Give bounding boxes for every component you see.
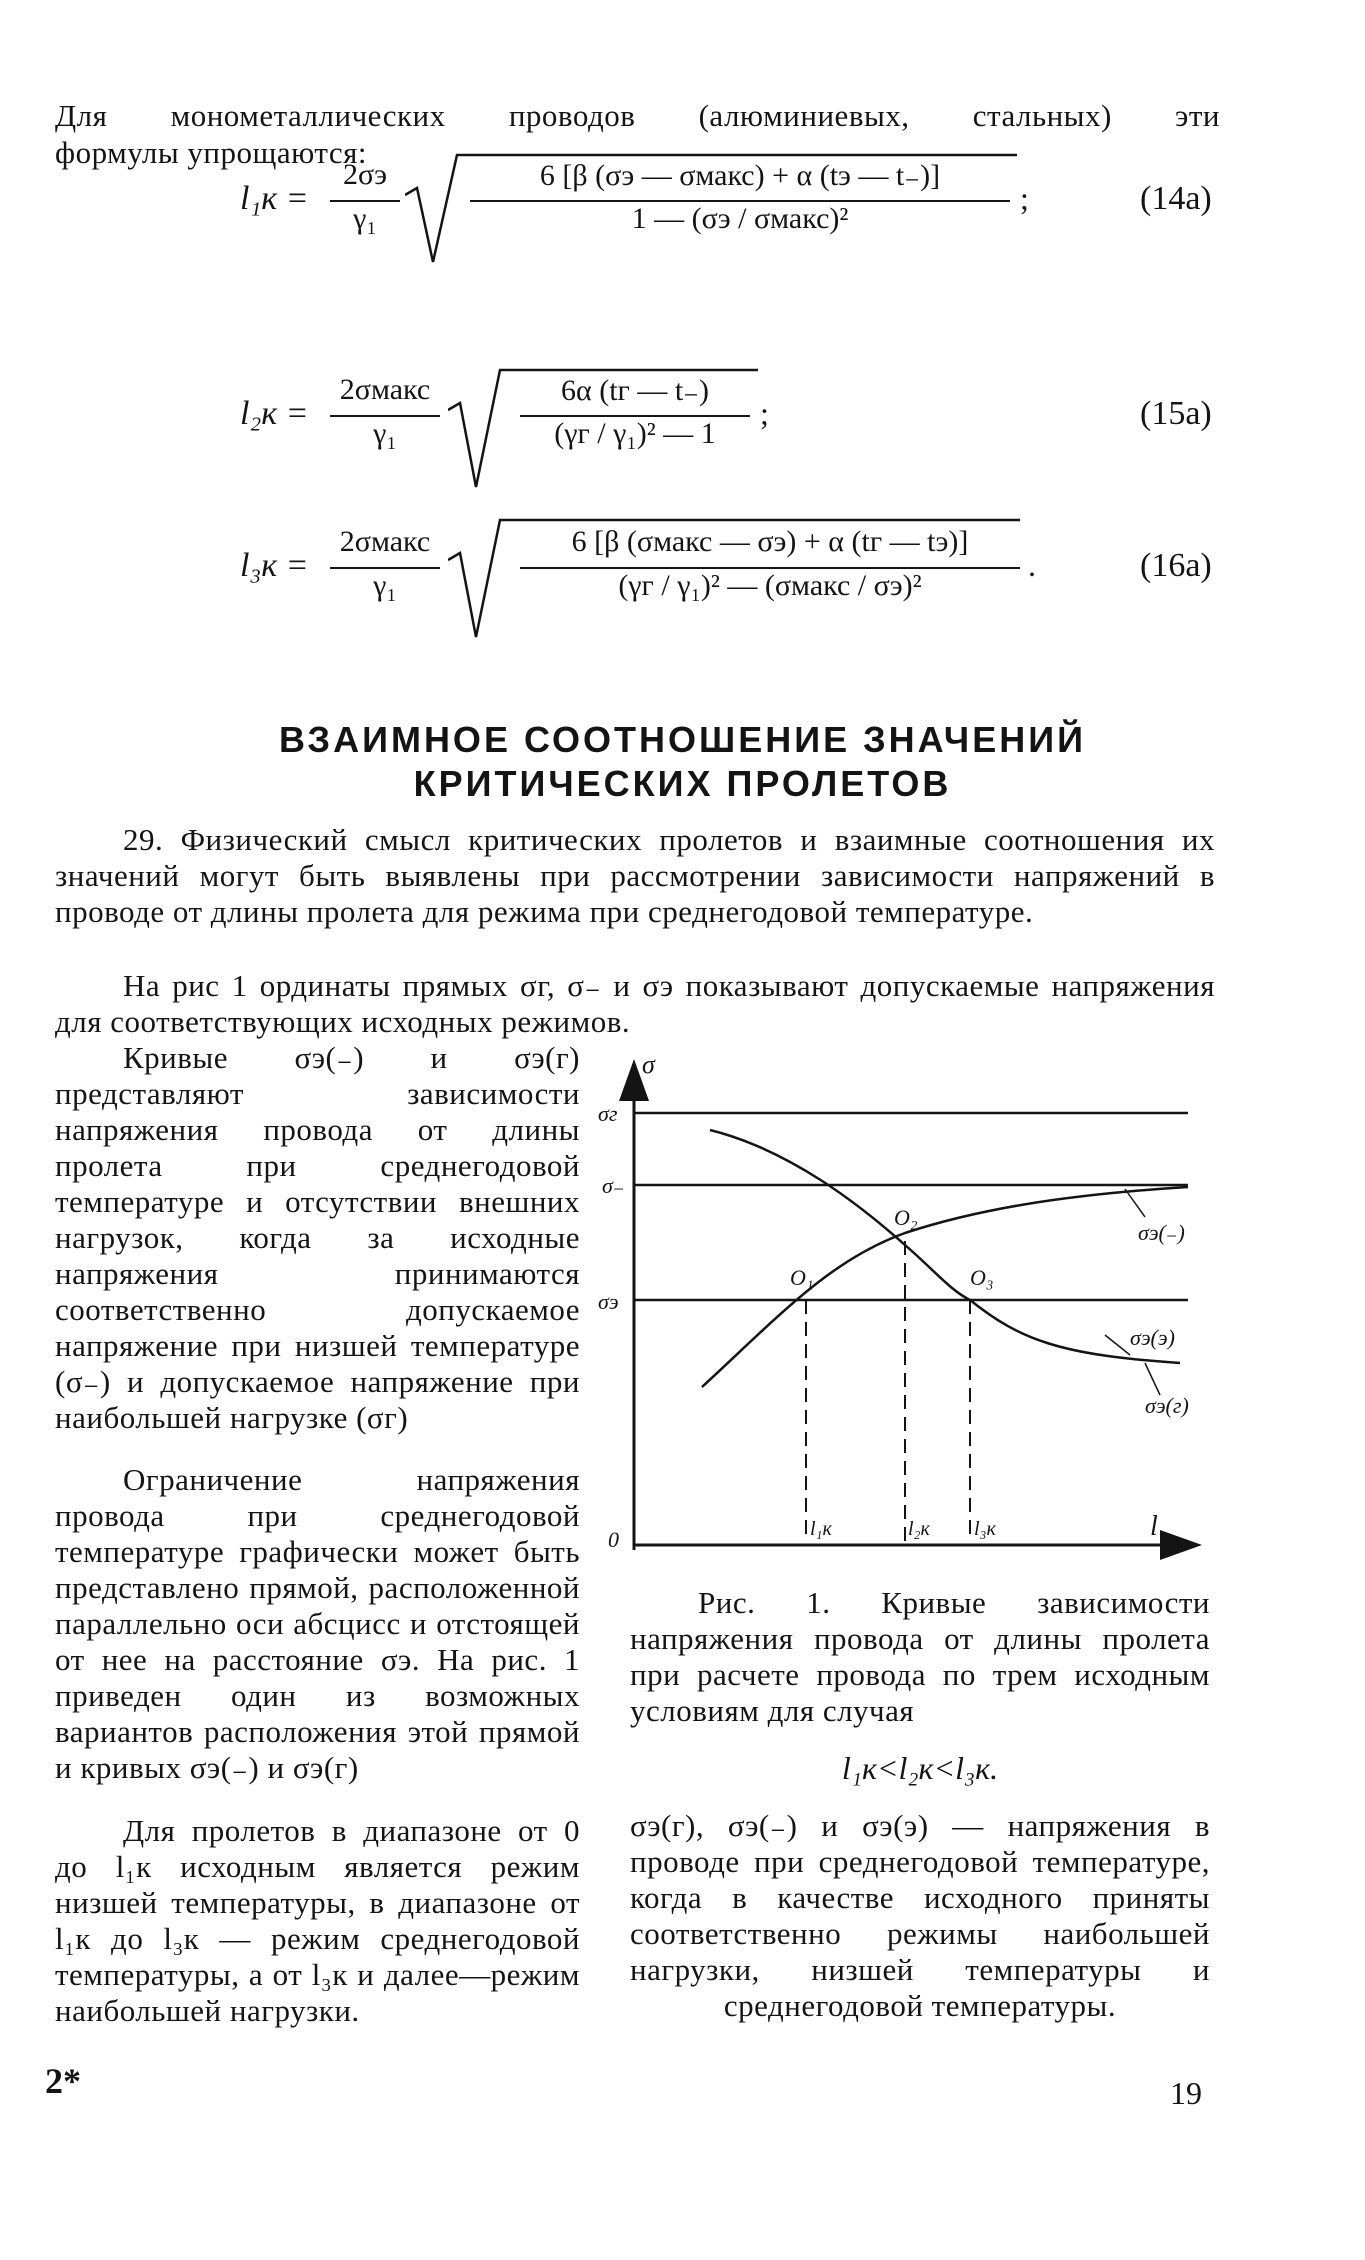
intro-line-2: формулы упрощаются:: [55, 135, 367, 170]
intro-line-1: Для монометаллических проводов (алюминиевых, стальных) эти: [55, 98, 1220, 133]
caption-relation: l₁к<l₂к<l₃к.: [841, 1750, 999, 1786]
left-paragraph-2: Ограничение напряжения провода при среднегодовой температуре графически может быть представлено прямой, расположенной параллельно оси абсцисс и отстоящей от нее на расстояние σэ. На рис. 1 приведен один из возможных вариантов расположения этой прямой и кривых σэ(₋) и σэ(г): [55, 1462, 580, 1785]
equation-number: (15a): [1140, 395, 1212, 432]
leader-sigma-e-minus: [1125, 1189, 1145, 1217]
point-O1: O₁: [790, 1265, 814, 1290]
curve-sigma-e-g: [710, 1130, 1180, 1363]
radicand-numerator: 6 [β (σэ — σмакс) + α (tэ — t₋)]: [539, 159, 941, 192]
figure-caption: Рис. 1. Кривые зависимости напряжения провода от длины пролета при расчете провода по трем исходным условиям для случая: [630, 1585, 1210, 1728]
caption-note: σэ(г), σэ(₋) и σэ(э) — напряжения в проводе при среднегодовой температуре, когда в качестве исходного приняты соответственно режимы наибольшей нагрузки, низшей температуры и среднегодовой температуры.: [630, 1808, 1210, 2023]
coef-numerator: 2σмакс: [339, 525, 431, 558]
left-paragraph-1: Кривые σэ(₋) и σэ(г) представляют зависимости напряжения провода от длины пролета при среднегодовой температуре и отсутствии внешних нагрузок, когда за исходные напряжения принимаются соответственно допускаемое напряжение при низшей температуре (σ₋) и допускаемое напряжение при наибольшей нагрузке (σг): [55, 1040, 580, 1435]
curve-label-sigma-e-e: σэ(э): [1130, 1325, 1175, 1350]
formula-separator: ;: [760, 395, 769, 431]
equation-number: (16a): [1140, 547, 1212, 584]
leader-sigma-e-g: [1145, 1363, 1160, 1395]
y-label-sigma-e: σэ: [598, 1289, 619, 1314]
formula-lhs: l₂к =: [240, 395, 309, 432]
section-heading-line-1: ВЗАИМНОЕ СООТНОШЕНИЕ ЗНАЧЕНИЙ: [279, 719, 1086, 760]
paragraph-figure-ref: На рис 1 ординаты прямых σг, σ₋ и σэ показывают допускаемые напряжения для соответствующих исходных режимов.: [55, 968, 1215, 1039]
left-paragraph-3: Для пролетов в диапазоне от 0 до l₁к исходным является режим низшей температуры, в диапазоне от l₁к до l₃к — режим среднегодовой температуры, а от l₃к и далее—режим наибольшей нагрузки.: [55, 1813, 580, 2028]
radicand-numerator: 6α (tг — t₋): [560, 374, 709, 407]
radicand-numerator: 6 [β (σмакс — σэ) + α (tг — tэ)]: [571, 525, 969, 558]
x-mark-l1k: l₁к: [810, 1518, 832, 1540]
radicand-denominator: (γг / γ₁)² — 1: [520, 415, 750, 451]
coef-denominator: γ₁: [330, 567, 440, 603]
formula-separator: .: [1028, 547, 1036, 583]
paragraph-29: 29. Физический смысл критических пролетов и взаимные соотношения их значений могут быть выявлены при рассмотрении зависимости напряжений в проводе от длины пролета для режима при среднегодовой температуре.: [55, 822, 1215, 929]
formula-14a: [0, 150, 1365, 280]
curve-label-sigma-e-minus: σэ(₋): [1138, 1220, 1185, 1245]
coef-denominator: γ₁: [330, 415, 440, 451]
point-O3: O₃: [970, 1265, 994, 1290]
coef-denominator: γ₁: [330, 200, 400, 236]
coef-numerator: 2σмакс: [339, 373, 431, 406]
x-axis-label: l: [1150, 1511, 1158, 1542]
origin-label: 0: [608, 1527, 619, 1552]
leader-sigma-e-e: [1105, 1335, 1130, 1355]
figure-1: [590, 1045, 1220, 1565]
section-heading-line-2: КРИТИЧЕСКИХ ПРОЛЕТОВ: [413, 763, 952, 804]
y-label-sigma-minus: σ₋: [602, 1173, 625, 1198]
signature-mark: 2*: [45, 2061, 81, 2101]
coef-numerator: 2σэ: [342, 158, 388, 191]
formula-16a: [0, 515, 1365, 645]
formula-lhs: l₁к =: [240, 180, 309, 217]
point-O2: O₂: [894, 1205, 918, 1230]
x-mark-l2k: l₂к: [908, 1518, 930, 1540]
x-mark-l3k: l₃к: [974, 1518, 996, 1540]
curve-label-sigma-e-g: σэ(г): [1145, 1393, 1189, 1418]
formula-lhs: l₃к =: [240, 547, 309, 584]
radicand-denominator: 1 — (σэ / σмакс)²: [470, 200, 1010, 236]
y-label-sigma-g: σг: [598, 1101, 618, 1126]
equation-number: (14a): [1140, 180, 1212, 217]
page-number: 19: [1170, 2075, 1202, 2111]
formula-separator: ;: [1020, 180, 1029, 216]
formula-15a: [0, 365, 1365, 495]
y-axis-label: σ: [642, 1050, 655, 1079]
radicand-denominator: (γг / γ₁)² — (σмакс / σэ)²: [520, 567, 1020, 603]
